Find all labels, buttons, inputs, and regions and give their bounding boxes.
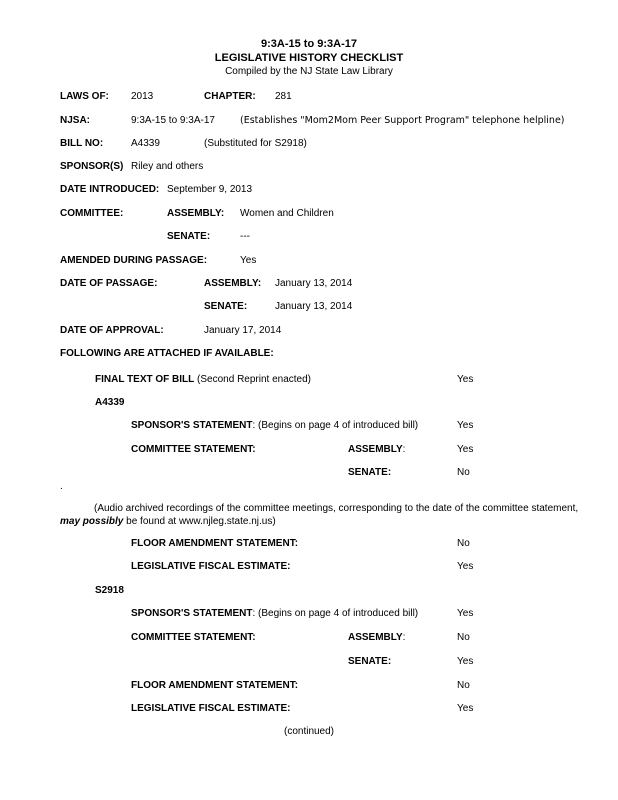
final-text-note: (Second Reprint enacted) xyxy=(197,374,312,385)
bill-no-note: (Substituted for S2918) xyxy=(204,138,307,149)
s2918-senate-value: Yes xyxy=(457,656,474,667)
date-of-passage-label: DATE OF PASSAGE: xyxy=(60,278,158,289)
audio-archive-note: (Audio archived recordings of the committee meetings, corresponding to the date of the committee statement, may possibly be found at www.njleg.state.nj.us) xyxy=(60,503,579,527)
date-introduced-value: September 9, 2013 xyxy=(167,184,253,195)
subtitle-compiled-by: Compiled by the NJ State Law Library xyxy=(225,66,393,77)
a4339-floor-value: No xyxy=(457,538,470,549)
passage-senate-label: SENATE: xyxy=(204,301,248,312)
s2918-fiscal-label: LEGISLATIVE FISCAL ESTIMATE: xyxy=(131,703,291,714)
a4339-assembly-label: ASSEMBLY: xyxy=(348,444,406,455)
continued-note: (continued) xyxy=(283,726,335,737)
date-introduced-label: DATE INTRODUCED: xyxy=(60,184,160,195)
s2918-fiscal-value: Yes xyxy=(457,703,474,714)
committee-assembly-value: Women and Children xyxy=(240,208,334,219)
chapter-value: 281 xyxy=(275,91,292,102)
s2918-floor-value: No xyxy=(457,680,470,691)
a4339-heading: A4339 xyxy=(95,397,125,408)
final-text-label: FINAL TEXT OF BILL xyxy=(95,374,195,385)
title-statutes: 9:3A-15 to 9:3A-17 xyxy=(261,38,357,50)
a4339-floor-label: FLOOR AMENDMENT STATEMENT: xyxy=(131,538,299,549)
passage-senate-value: January 13, 2014 xyxy=(275,301,353,312)
committee-senate-value: --- xyxy=(240,231,250,242)
bill-no-label: BILL NO: xyxy=(60,138,104,149)
amended-value: Yes xyxy=(240,255,257,266)
a4339-senate-label: SENATE: xyxy=(348,467,392,478)
njsa-note: (Establishes "Mom2Mom Peer Support Program" telephone helpline) xyxy=(240,115,565,126)
committee-assembly-label: ASSEMBLY: xyxy=(167,208,225,219)
njsa-label: NJSA: xyxy=(60,115,91,126)
laws-of-value: 2013 xyxy=(131,91,154,102)
sponsors-label: SPONSOR(S) xyxy=(60,161,124,172)
a4339-sponsor-row: SPONSOR'S STATEMENT: (Begins on page 4 of introduced bill) xyxy=(131,420,419,431)
s2918-floor-label: FLOOR AMENDMENT STATEMENT: xyxy=(131,680,299,691)
chapter-label: CHAPTER: xyxy=(204,91,256,102)
a4339-sponsor-value: Yes xyxy=(457,420,474,431)
a4339-fiscal-label: LEGISLATIVE FISCAL ESTIMATE: xyxy=(131,561,291,572)
s2918-sponsor-value: Yes xyxy=(457,608,474,619)
bill-no-value: A4339 xyxy=(131,138,160,149)
stray-dot: . xyxy=(60,481,63,492)
njsa-value: 9:3A-15 to 9:3A-17 xyxy=(131,115,215,126)
date-of-approval-value: January 17, 2014 xyxy=(204,325,282,336)
title-checklist: LEGISLATIVE HISTORY CHECKLIST xyxy=(214,52,404,64)
passage-assembly-value: January 13, 2014 xyxy=(275,278,353,289)
a4339-fiscal-value: Yes xyxy=(457,561,474,572)
s2918-committee-label: COMMITTEE STATEMENT: xyxy=(131,632,256,643)
s2918-assembly-value: No xyxy=(457,632,470,643)
s2918-sponsor-row: SPONSOR'S STATEMENT: (Begins on page 4 of introduced bill) xyxy=(131,608,419,619)
attached-heading: FOLLOWING ARE ATTACHED IF AVAILABLE: xyxy=(60,348,274,359)
a4339-committee-label: COMMITTEE STATEMENT: xyxy=(131,444,256,455)
final-text-row xyxy=(95,374,311,386)
a4339-assembly-value: Yes xyxy=(457,444,474,455)
committee-label: COMMITTEE: xyxy=(60,208,124,219)
a4339-senate-value: No xyxy=(457,467,470,478)
s2918-assembly-label: ASSEMBLY: xyxy=(348,632,406,643)
final-text-value: Yes xyxy=(457,374,474,385)
amended-label: AMENDED DURING PASSAGE: xyxy=(60,255,208,266)
sponsors-value: Riley and others xyxy=(131,161,204,172)
committee-senate-label: SENATE: xyxy=(167,231,211,242)
passage-assembly-label: ASSEMBLY: xyxy=(204,278,262,289)
laws-of-label: LAWS OF: xyxy=(60,91,109,102)
s2918-heading: S2918 xyxy=(95,585,124,596)
date-of-approval-label: DATE OF APPROVAL: xyxy=(60,325,164,336)
s2918-senate-label: SENATE: xyxy=(348,656,392,667)
